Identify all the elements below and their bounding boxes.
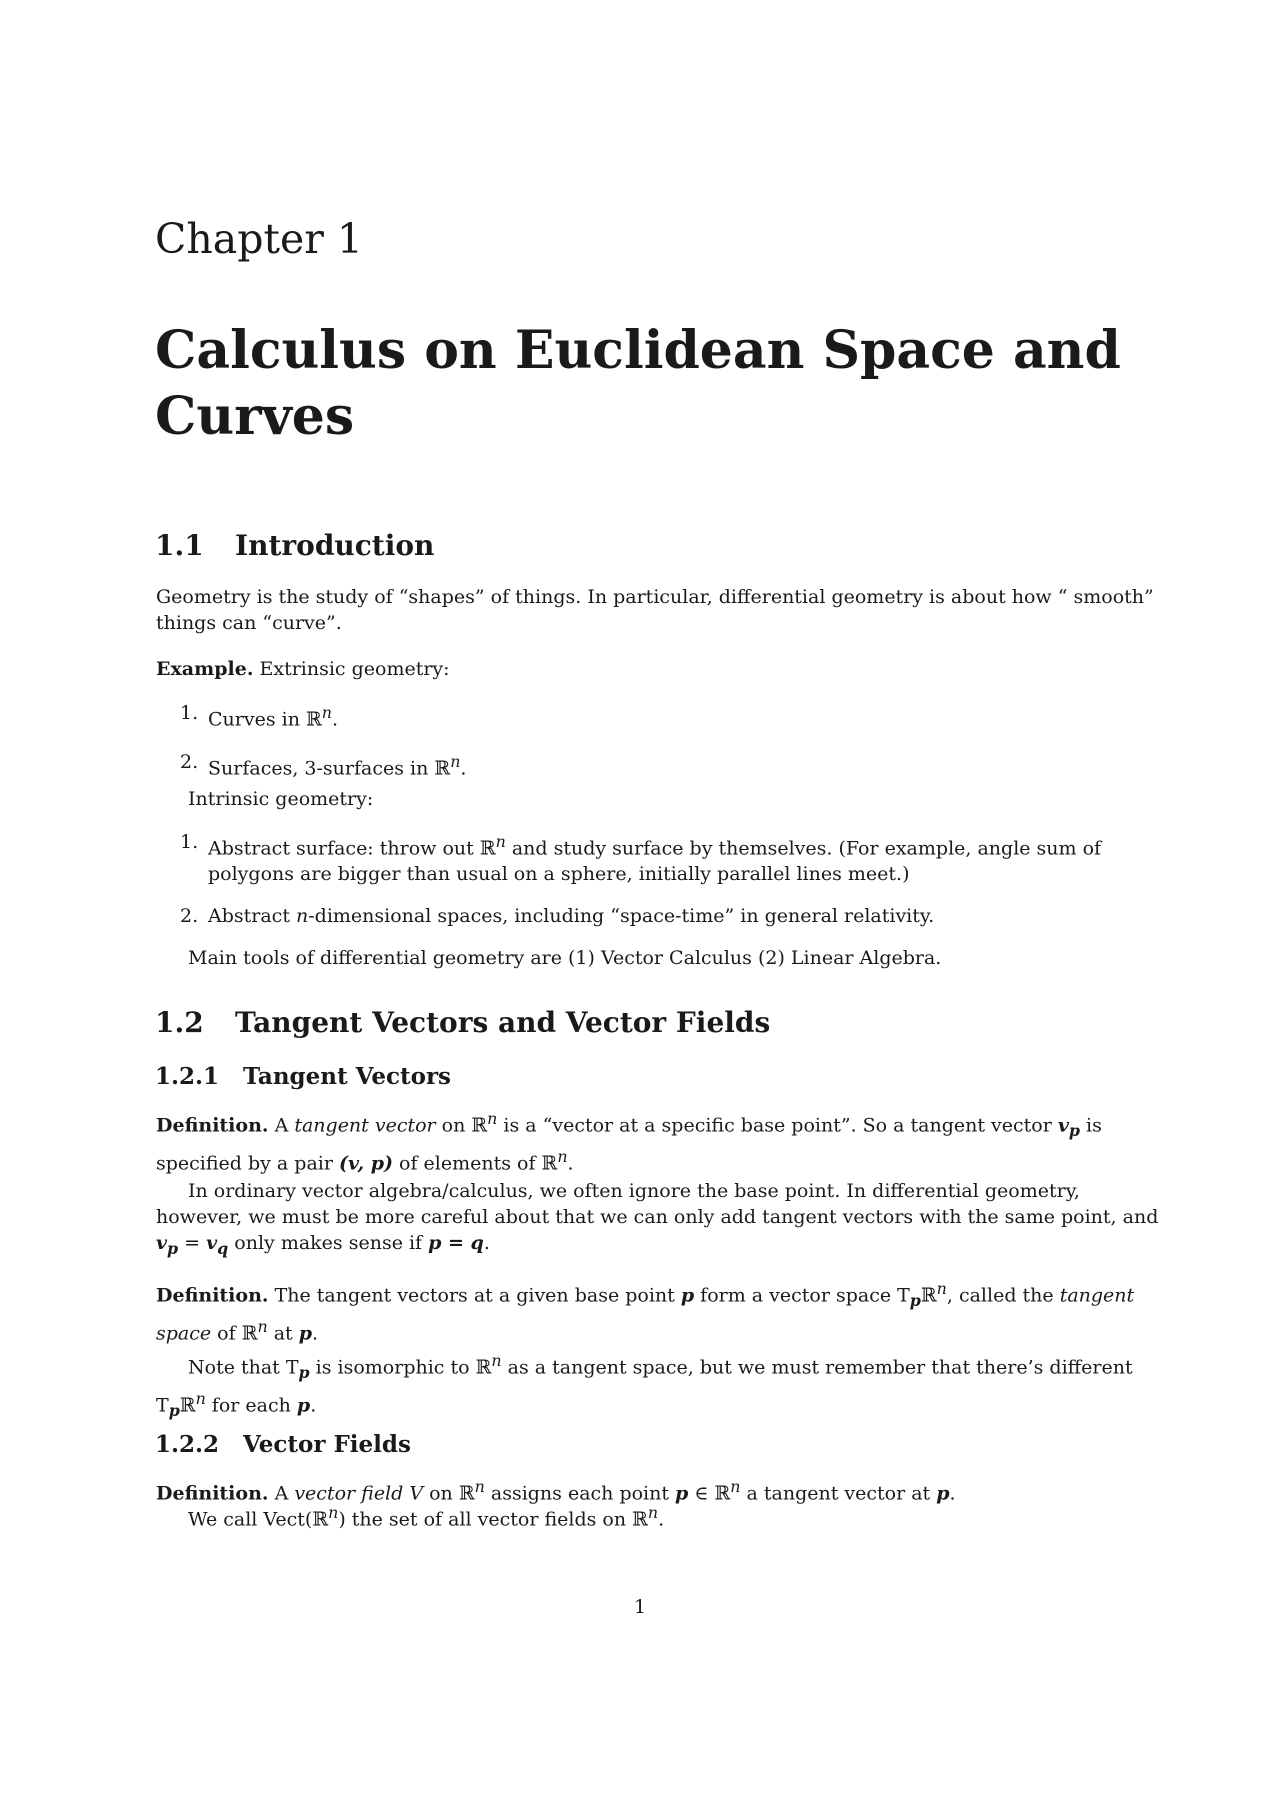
section-heading-tangent-vectors-and-fields (155, 1005, 770, 1041)
subsection-number: 1.2.2 (155, 1431, 220, 1458)
section-heading-introduction (155, 528, 434, 564)
paragraph-base-point: In ordinary vector algebra/calculus, we often ignore the base point. In differential geometry, however, we must be more careful about that we can only add tangent vectors with the same point, and $v_p = v_q$ only makes sense if p = q. (156, 1180, 1159, 1258)
paragraph-isomorphic: Note that $T_p$ is isomorphic to ℝ$^n$ as a tangent space, but we must remember that there’s different $T_pℝ^n$ for each p. (156, 1351, 1133, 1421)
subsection-heading-tangent-vectors (155, 1062, 451, 1092)
section-number: 1.2 (155, 1006, 204, 1039)
vect-set-line: We call Vect(ℝ$^n$) the set of all vector fields on ℝ$^n$. (188, 1503, 665, 1531)
section-title: Tangent Vectors and Vector Fields (235, 1006, 771, 1039)
intrinsic-heading: Intrinsic geometry: (188, 788, 374, 810)
subsection-title: Vector Fields (243, 1431, 411, 1458)
section-title: Introduction (235, 529, 435, 562)
intrinsic-list (156, 829, 1166, 929)
list-item: 2. Surfaces, 3-surfaces in ℝ$^n$. (180, 751, 467, 780)
list-item: 2. Abstract n-dimensional spaces, including “space-time” in general relativity. (180, 905, 935, 928)
definition-vector-field: Definition. A vector field V on ℝ$^n$ assigns each point p ∈ ℝ$^n$ a tangent vector at p. (156, 1477, 956, 1505)
example-label: Example. (156, 658, 254, 680)
list-item: 1. Abstract surface: throw out ℝ$^n$ and study surface by themselves. (For example, angle sum of polygons are bigger than usual on a sphere, initially parallel lines meet.) (180, 831, 1102, 886)
intro-paragraph: Geometry is the study of “shapes” of things. In particular, differential geometry is about how “ smooth” things can “curve”. (156, 586, 1154, 634)
section-number: 1.1 (155, 529, 204, 562)
chapter-label: Chapter 1 (155, 215, 363, 263)
extrinsic-list (156, 700, 1166, 782)
list-item: 1. Curves in ℝ$^n$. (180, 702, 339, 731)
subsection-heading-vector-fields (155, 1430, 411, 1460)
chapter-title: Calculus on Euclidean Space and Curves (155, 320, 1121, 447)
definition-tangent-space: Definition. The tangent vectors at a given base point p form a vector space $T_pℝ^n$, called the tangent space of ℝ$^n$ at p. (156, 1279, 1135, 1345)
subsection-title: Tangent Vectors (243, 1063, 452, 1090)
page-number: 1 (633, 1596, 647, 1618)
main-tools-text: Main tools of differential geometry are (1) Vector Calculus (2) Linear Algebra. (188, 947, 942, 969)
example-text: Extrinsic geometry: (259, 658, 450, 680)
subsection-number: 1.2.1 (155, 1063, 220, 1090)
example-line (156, 656, 1166, 682)
definition-tangent-vector: Definition. A tangent vector on ℝ$^n$ is a “vector at a specific base point”. So a tangent vector $v_p$ is specified by a pair (v, p) of elements of ℝ$^n$. (156, 1109, 1102, 1175)
